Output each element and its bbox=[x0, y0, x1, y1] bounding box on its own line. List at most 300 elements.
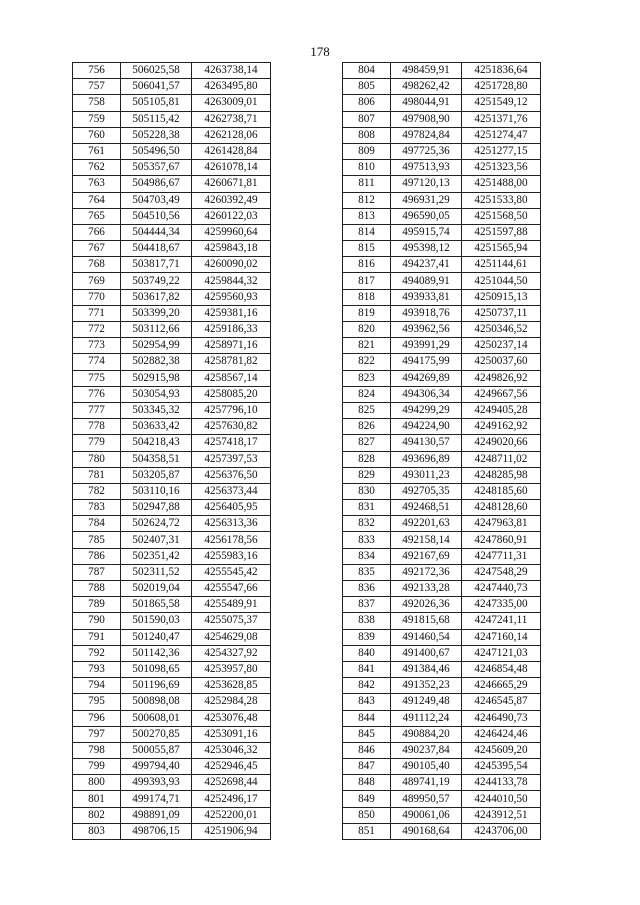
table-row bbox=[343, 726, 541, 742]
x-coordinate-cell: 502882,38 bbox=[121, 354, 192, 370]
table-row bbox=[73, 791, 271, 807]
point-number-cell: 793 bbox=[73, 661, 121, 677]
y-coordinate-cell: 4246490,73 bbox=[462, 710, 541, 726]
table-row bbox=[73, 208, 271, 224]
y-coordinate-cell: 4253076,48 bbox=[192, 710, 271, 726]
x-coordinate-cell: 503399,20 bbox=[121, 305, 192, 321]
coordinates-table-left bbox=[72, 62, 271, 840]
y-coordinate-cell: 4251323,56 bbox=[462, 160, 541, 176]
y-coordinate-cell: 4250915,13 bbox=[462, 289, 541, 305]
x-coordinate-cell: 495398,12 bbox=[391, 241, 462, 257]
x-coordinate-cell: 497120,13 bbox=[391, 176, 462, 192]
table-row bbox=[73, 694, 271, 710]
y-coordinate-cell: 4245609,20 bbox=[462, 742, 541, 758]
table-row bbox=[73, 95, 271, 111]
table-row bbox=[343, 386, 541, 402]
table-row bbox=[73, 386, 271, 402]
table-row bbox=[343, 516, 541, 532]
y-coordinate-cell: 4252984,28 bbox=[192, 694, 271, 710]
y-coordinate-cell: 4246854,48 bbox=[462, 661, 541, 677]
x-coordinate-cell: 498262,42 bbox=[391, 79, 462, 95]
x-coordinate-cell: 499174,71 bbox=[121, 791, 192, 807]
y-coordinate-cell: 4255075,37 bbox=[192, 613, 271, 629]
y-coordinate-cell: 4243912,51 bbox=[462, 807, 541, 823]
x-coordinate-cell: 494237,41 bbox=[391, 257, 462, 273]
table-row bbox=[343, 192, 541, 208]
y-coordinate-cell: 4250037,60 bbox=[462, 354, 541, 370]
point-number-cell: 787 bbox=[73, 564, 121, 580]
y-coordinate-cell: 4253046,32 bbox=[192, 742, 271, 758]
x-coordinate-cell: 505228,38 bbox=[121, 127, 192, 143]
x-coordinate-cell: 505496,50 bbox=[121, 143, 192, 159]
x-coordinate-cell: 496931,29 bbox=[391, 192, 462, 208]
y-coordinate-cell: 4260090,02 bbox=[192, 257, 271, 273]
y-coordinate-cell: 4260671,81 bbox=[192, 176, 271, 192]
y-coordinate-cell: 4247335,00 bbox=[462, 597, 541, 613]
y-coordinate-cell: 4249020,66 bbox=[462, 435, 541, 451]
table-row bbox=[343, 111, 541, 127]
point-number-cell: 800 bbox=[73, 775, 121, 791]
x-coordinate-cell: 506025,58 bbox=[121, 63, 192, 79]
x-coordinate-cell: 504703,49 bbox=[121, 192, 192, 208]
y-coordinate-cell: 4259843,18 bbox=[192, 241, 271, 257]
y-coordinate-cell: 4258567,14 bbox=[192, 370, 271, 386]
point-number-cell: 831 bbox=[343, 500, 391, 516]
table-row bbox=[73, 581, 271, 597]
table-row bbox=[73, 532, 271, 548]
point-number-cell: 823 bbox=[343, 370, 391, 386]
y-coordinate-cell: 4251277,15 bbox=[462, 143, 541, 159]
table-row bbox=[73, 289, 271, 305]
point-number-cell: 803 bbox=[73, 823, 121, 839]
coordinates-table-right bbox=[342, 62, 541, 840]
point-number-cell: 809 bbox=[343, 143, 391, 159]
point-number-cell: 775 bbox=[73, 370, 121, 386]
x-coordinate-cell: 504418,67 bbox=[121, 241, 192, 257]
point-number-cell: 761 bbox=[73, 143, 121, 159]
table-row bbox=[343, 241, 541, 257]
table-row bbox=[73, 548, 271, 564]
y-coordinate-cell: 4251144,61 bbox=[462, 257, 541, 273]
table-row bbox=[73, 451, 271, 467]
point-number-cell: 797 bbox=[73, 726, 121, 742]
y-coordinate-cell: 4251728,80 bbox=[462, 79, 541, 95]
table-row bbox=[73, 661, 271, 677]
x-coordinate-cell: 493933,81 bbox=[391, 289, 462, 305]
point-number-cell: 843 bbox=[343, 694, 391, 710]
point-number-cell: 760 bbox=[73, 127, 121, 143]
x-coordinate-cell: 493991,29 bbox=[391, 338, 462, 354]
table-row bbox=[73, 759, 271, 775]
y-coordinate-cell: 4244010,50 bbox=[462, 791, 541, 807]
y-coordinate-cell: 4247711,31 bbox=[462, 548, 541, 564]
x-coordinate-cell: 498459,91 bbox=[391, 63, 462, 79]
point-number-cell: 776 bbox=[73, 386, 121, 402]
table-row bbox=[343, 224, 541, 240]
x-coordinate-cell: 490168,64 bbox=[391, 823, 462, 839]
y-coordinate-cell: 4247241,11 bbox=[462, 613, 541, 629]
table-row bbox=[343, 564, 541, 580]
x-coordinate-cell: 489950,57 bbox=[391, 791, 462, 807]
x-coordinate-cell: 500270,85 bbox=[121, 726, 192, 742]
point-number-cell: 777 bbox=[73, 402, 121, 418]
table-row bbox=[343, 63, 541, 79]
point-number-cell: 762 bbox=[73, 160, 121, 176]
point-number-cell: 842 bbox=[343, 678, 391, 694]
x-coordinate-cell: 503617,82 bbox=[121, 289, 192, 305]
table-row bbox=[343, 208, 541, 224]
x-coordinate-cell: 493011,23 bbox=[391, 467, 462, 483]
table-row bbox=[343, 645, 541, 661]
table-row bbox=[73, 775, 271, 791]
x-coordinate-cell: 494269,89 bbox=[391, 370, 462, 386]
table-row bbox=[73, 111, 271, 127]
point-number-cell: 773 bbox=[73, 338, 121, 354]
point-number-cell: 851 bbox=[343, 823, 391, 839]
table-row bbox=[343, 597, 541, 613]
point-number-cell: 832 bbox=[343, 516, 391, 532]
y-coordinate-cell: 4247860,91 bbox=[462, 532, 541, 548]
x-coordinate-cell: 501590,03 bbox=[121, 613, 192, 629]
x-coordinate-cell: 502954,99 bbox=[121, 338, 192, 354]
table-row bbox=[73, 192, 271, 208]
x-coordinate-cell: 498044,91 bbox=[391, 95, 462, 111]
x-coordinate-cell: 501240,47 bbox=[121, 629, 192, 645]
x-coordinate-cell: 503110,16 bbox=[121, 483, 192, 499]
table-row bbox=[343, 95, 541, 111]
table-row bbox=[73, 678, 271, 694]
table-row bbox=[73, 483, 271, 499]
x-coordinate-cell: 502947,88 bbox=[121, 500, 192, 516]
y-coordinate-cell: 4255545,42 bbox=[192, 564, 271, 580]
y-coordinate-cell: 4251565,94 bbox=[462, 241, 541, 257]
table-row bbox=[343, 354, 541, 370]
table-row bbox=[343, 451, 541, 467]
table-row bbox=[343, 176, 541, 192]
point-number-cell: 769 bbox=[73, 273, 121, 289]
point-number-cell: 765 bbox=[73, 208, 121, 224]
point-number-cell: 811 bbox=[343, 176, 391, 192]
table-row bbox=[343, 742, 541, 758]
table-row bbox=[343, 435, 541, 451]
x-coordinate-cell: 500898,08 bbox=[121, 694, 192, 710]
x-coordinate-cell: 503112,66 bbox=[121, 322, 192, 338]
y-coordinate-cell: 4263738,14 bbox=[192, 63, 271, 79]
y-coordinate-cell: 4251044,50 bbox=[462, 273, 541, 289]
y-coordinate-cell: 4247963,81 bbox=[462, 516, 541, 532]
point-number-cell: 805 bbox=[343, 79, 391, 95]
y-coordinate-cell: 4251568,50 bbox=[462, 208, 541, 224]
point-number-cell: 836 bbox=[343, 581, 391, 597]
x-coordinate-cell: 492705,35 bbox=[391, 483, 462, 499]
x-coordinate-cell: 503345,32 bbox=[121, 402, 192, 418]
point-number-cell: 790 bbox=[73, 613, 121, 629]
point-number-cell: 778 bbox=[73, 419, 121, 435]
x-coordinate-cell: 492172,36 bbox=[391, 564, 462, 580]
y-coordinate-cell: 4250346,52 bbox=[462, 322, 541, 338]
table-row bbox=[73, 435, 271, 451]
table-row bbox=[73, 613, 271, 629]
point-number-cell: 849 bbox=[343, 791, 391, 807]
y-coordinate-cell: 4259960,64 bbox=[192, 224, 271, 240]
y-coordinate-cell: 4251488,00 bbox=[462, 176, 541, 192]
table-row bbox=[73, 419, 271, 435]
table-row bbox=[343, 791, 541, 807]
y-coordinate-cell: 4247548,29 bbox=[462, 564, 541, 580]
y-coordinate-cell: 4251274,47 bbox=[462, 127, 541, 143]
x-coordinate-cell: 492468,51 bbox=[391, 500, 462, 516]
x-coordinate-cell: 497513,93 bbox=[391, 160, 462, 176]
point-number-cell: 817 bbox=[343, 273, 391, 289]
y-coordinate-cell: 4251597,88 bbox=[462, 224, 541, 240]
x-coordinate-cell: 492201,63 bbox=[391, 516, 462, 532]
x-coordinate-cell: 497824,84 bbox=[391, 127, 462, 143]
x-coordinate-cell: 501098,65 bbox=[121, 661, 192, 677]
x-coordinate-cell: 504218,43 bbox=[121, 435, 192, 451]
x-coordinate-cell: 497908,90 bbox=[391, 111, 462, 127]
point-number-cell: 785 bbox=[73, 532, 121, 548]
table-row bbox=[73, 500, 271, 516]
y-coordinate-cell: 4251549,12 bbox=[462, 95, 541, 111]
table-row bbox=[73, 143, 271, 159]
y-coordinate-cell: 4251533,80 bbox=[462, 192, 541, 208]
point-number-cell: 768 bbox=[73, 257, 121, 273]
y-coordinate-cell: 4249826,92 bbox=[462, 370, 541, 386]
y-coordinate-cell: 4251371,76 bbox=[462, 111, 541, 127]
x-coordinate-cell: 494224,90 bbox=[391, 419, 462, 435]
table-row bbox=[343, 305, 541, 321]
x-coordinate-cell: 501142,36 bbox=[121, 645, 192, 661]
x-coordinate-cell: 501865,58 bbox=[121, 597, 192, 613]
y-coordinate-cell: 4258971,16 bbox=[192, 338, 271, 354]
y-coordinate-cell: 4252698,44 bbox=[192, 775, 271, 791]
table-row bbox=[73, 224, 271, 240]
table-row bbox=[73, 370, 271, 386]
point-number-cell: 770 bbox=[73, 289, 121, 305]
x-coordinate-cell: 496590,05 bbox=[391, 208, 462, 224]
table-row bbox=[73, 807, 271, 823]
table-row bbox=[73, 241, 271, 257]
y-coordinate-cell: 4261428,84 bbox=[192, 143, 271, 159]
y-coordinate-cell: 4256178,56 bbox=[192, 532, 271, 548]
table-row bbox=[343, 483, 541, 499]
y-coordinate-cell: 4251906,94 bbox=[192, 823, 271, 839]
table-row bbox=[343, 467, 541, 483]
x-coordinate-cell: 500055,87 bbox=[121, 742, 192, 758]
point-number-cell: 757 bbox=[73, 79, 121, 95]
y-coordinate-cell: 4246665,29 bbox=[462, 678, 541, 694]
x-coordinate-cell: 489741,19 bbox=[391, 775, 462, 791]
x-coordinate-cell: 494175,99 bbox=[391, 354, 462, 370]
x-coordinate-cell: 499794,40 bbox=[121, 759, 192, 775]
x-coordinate-cell: 504986,67 bbox=[121, 176, 192, 192]
table-row bbox=[343, 402, 541, 418]
table-row bbox=[343, 500, 541, 516]
y-coordinate-cell: 4248711,02 bbox=[462, 451, 541, 467]
y-coordinate-cell: 4256373,44 bbox=[192, 483, 271, 499]
x-coordinate-cell: 490237,84 bbox=[391, 742, 462, 758]
x-coordinate-cell: 498706,15 bbox=[121, 823, 192, 839]
table-row bbox=[73, 160, 271, 176]
y-coordinate-cell: 4248285,98 bbox=[462, 467, 541, 483]
y-coordinate-cell: 4256376,50 bbox=[192, 467, 271, 483]
table-row bbox=[343, 807, 541, 823]
point-number-cell: 792 bbox=[73, 645, 121, 661]
point-number-cell: 782 bbox=[73, 483, 121, 499]
point-number-cell: 807 bbox=[343, 111, 391, 127]
y-coordinate-cell: 4251836,64 bbox=[462, 63, 541, 79]
table-row bbox=[343, 678, 541, 694]
y-coordinate-cell: 4260122,03 bbox=[192, 208, 271, 224]
y-coordinate-cell: 4255983,16 bbox=[192, 548, 271, 564]
y-coordinate-cell: 4247160,14 bbox=[462, 629, 541, 645]
table-row bbox=[343, 127, 541, 143]
x-coordinate-cell: 491400,67 bbox=[391, 645, 462, 661]
point-number-cell: 840 bbox=[343, 645, 391, 661]
point-number-cell: 822 bbox=[343, 354, 391, 370]
y-coordinate-cell: 4261078,14 bbox=[192, 160, 271, 176]
point-number-cell: 825 bbox=[343, 402, 391, 418]
x-coordinate-cell: 502019,04 bbox=[121, 581, 192, 597]
x-coordinate-cell: 492133,28 bbox=[391, 581, 462, 597]
y-coordinate-cell: 4260392,49 bbox=[192, 192, 271, 208]
point-number-cell: 819 bbox=[343, 305, 391, 321]
y-coordinate-cell: 4256405,95 bbox=[192, 500, 271, 516]
table-row bbox=[73, 823, 271, 839]
x-coordinate-cell: 491352,23 bbox=[391, 678, 462, 694]
table-row bbox=[343, 548, 541, 564]
x-coordinate-cell: 502915,98 bbox=[121, 370, 192, 386]
point-number-cell: 771 bbox=[73, 305, 121, 321]
x-coordinate-cell: 493962,56 bbox=[391, 322, 462, 338]
x-coordinate-cell: 503817,71 bbox=[121, 257, 192, 273]
y-coordinate-cell: 4247440,73 bbox=[462, 581, 541, 597]
point-number-cell: 774 bbox=[73, 354, 121, 370]
table-row bbox=[73, 402, 271, 418]
y-coordinate-cell: 4262738,71 bbox=[192, 111, 271, 127]
y-coordinate-cell: 4256313,36 bbox=[192, 516, 271, 532]
y-coordinate-cell: 4263009,01 bbox=[192, 95, 271, 111]
point-number-cell: 789 bbox=[73, 597, 121, 613]
x-coordinate-cell: 502624,72 bbox=[121, 516, 192, 532]
y-coordinate-cell: 4252946,45 bbox=[192, 759, 271, 775]
point-number-cell: 850 bbox=[343, 807, 391, 823]
table-row bbox=[73, 564, 271, 580]
y-coordinate-cell: 4255547,66 bbox=[192, 581, 271, 597]
point-number-cell: 834 bbox=[343, 548, 391, 564]
point-number-cell: 848 bbox=[343, 775, 391, 791]
y-coordinate-cell: 4254327,92 bbox=[192, 645, 271, 661]
table-row bbox=[73, 305, 271, 321]
point-number-cell: 838 bbox=[343, 613, 391, 629]
x-coordinate-cell: 491112,24 bbox=[391, 710, 462, 726]
table-row bbox=[73, 273, 271, 289]
x-coordinate-cell: 505105,81 bbox=[121, 95, 192, 111]
y-coordinate-cell: 4248185,60 bbox=[462, 483, 541, 499]
x-coordinate-cell: 492026,36 bbox=[391, 597, 462, 613]
x-coordinate-cell: 491460,54 bbox=[391, 629, 462, 645]
x-coordinate-cell: 491249,48 bbox=[391, 694, 462, 710]
x-coordinate-cell: 492158,14 bbox=[391, 532, 462, 548]
y-coordinate-cell: 4257418,17 bbox=[192, 435, 271, 451]
table-row bbox=[343, 532, 541, 548]
table-row bbox=[343, 823, 541, 839]
table-row bbox=[73, 710, 271, 726]
x-coordinate-cell: 505357,67 bbox=[121, 160, 192, 176]
y-coordinate-cell: 4247121,03 bbox=[462, 645, 541, 661]
point-number-cell: 828 bbox=[343, 451, 391, 467]
point-number-cell: 820 bbox=[343, 322, 391, 338]
y-coordinate-cell: 4249162,92 bbox=[462, 419, 541, 435]
table-row bbox=[343, 160, 541, 176]
y-coordinate-cell: 4262128,06 bbox=[192, 127, 271, 143]
point-number-cell: 796 bbox=[73, 710, 121, 726]
x-coordinate-cell: 495915,74 bbox=[391, 224, 462, 240]
table-row bbox=[73, 516, 271, 532]
point-number-cell: 806 bbox=[343, 95, 391, 111]
point-number-cell: 786 bbox=[73, 548, 121, 564]
table-row bbox=[343, 370, 541, 386]
x-coordinate-cell: 502407,31 bbox=[121, 532, 192, 548]
point-number-cell: 824 bbox=[343, 386, 391, 402]
x-coordinate-cell: 494130,57 bbox=[391, 435, 462, 451]
y-coordinate-cell: 4248128,60 bbox=[462, 500, 541, 516]
y-coordinate-cell: 4259560,93 bbox=[192, 289, 271, 305]
point-number-cell: 830 bbox=[343, 483, 391, 499]
point-number-cell: 829 bbox=[343, 467, 391, 483]
table-row bbox=[343, 338, 541, 354]
x-coordinate-cell: 500608,01 bbox=[121, 710, 192, 726]
y-coordinate-cell: 4253628,85 bbox=[192, 678, 271, 694]
x-coordinate-cell: 505115,42 bbox=[121, 111, 192, 127]
point-number-cell: 816 bbox=[343, 257, 391, 273]
x-coordinate-cell: 504444,34 bbox=[121, 224, 192, 240]
table-row bbox=[73, 597, 271, 613]
point-number-cell: 802 bbox=[73, 807, 121, 823]
point-number-cell: 812 bbox=[343, 192, 391, 208]
table-row bbox=[343, 710, 541, 726]
table-row bbox=[73, 257, 271, 273]
point-number-cell: 784 bbox=[73, 516, 121, 532]
table-row bbox=[343, 661, 541, 677]
table-row bbox=[73, 338, 271, 354]
y-coordinate-cell: 4254629,08 bbox=[192, 629, 271, 645]
table-row bbox=[73, 629, 271, 645]
point-number-cell: 783 bbox=[73, 500, 121, 516]
point-number-cell: 763 bbox=[73, 176, 121, 192]
x-coordinate-cell: 493696,89 bbox=[391, 451, 462, 467]
x-coordinate-cell: 506041,57 bbox=[121, 79, 192, 95]
x-coordinate-cell: 499393,93 bbox=[121, 775, 192, 791]
table-row bbox=[343, 775, 541, 791]
x-coordinate-cell: 494089,91 bbox=[391, 273, 462, 289]
table-row bbox=[73, 645, 271, 661]
table-row bbox=[343, 581, 541, 597]
y-coordinate-cell: 4246545,87 bbox=[462, 694, 541, 710]
table-row bbox=[73, 127, 271, 143]
y-coordinate-cell: 4259186,33 bbox=[192, 322, 271, 338]
y-coordinate-cell: 4252200,01 bbox=[192, 807, 271, 823]
point-number-cell: 846 bbox=[343, 742, 391, 758]
point-number-cell: 815 bbox=[343, 241, 391, 257]
x-coordinate-cell: 498891,09 bbox=[121, 807, 192, 823]
point-number-cell: 813 bbox=[343, 208, 391, 224]
table-row bbox=[73, 467, 271, 483]
point-number-cell: 759 bbox=[73, 111, 121, 127]
point-number-cell: 772 bbox=[73, 322, 121, 338]
table-row bbox=[73, 176, 271, 192]
y-coordinate-cell: 4259844,32 bbox=[192, 273, 271, 289]
